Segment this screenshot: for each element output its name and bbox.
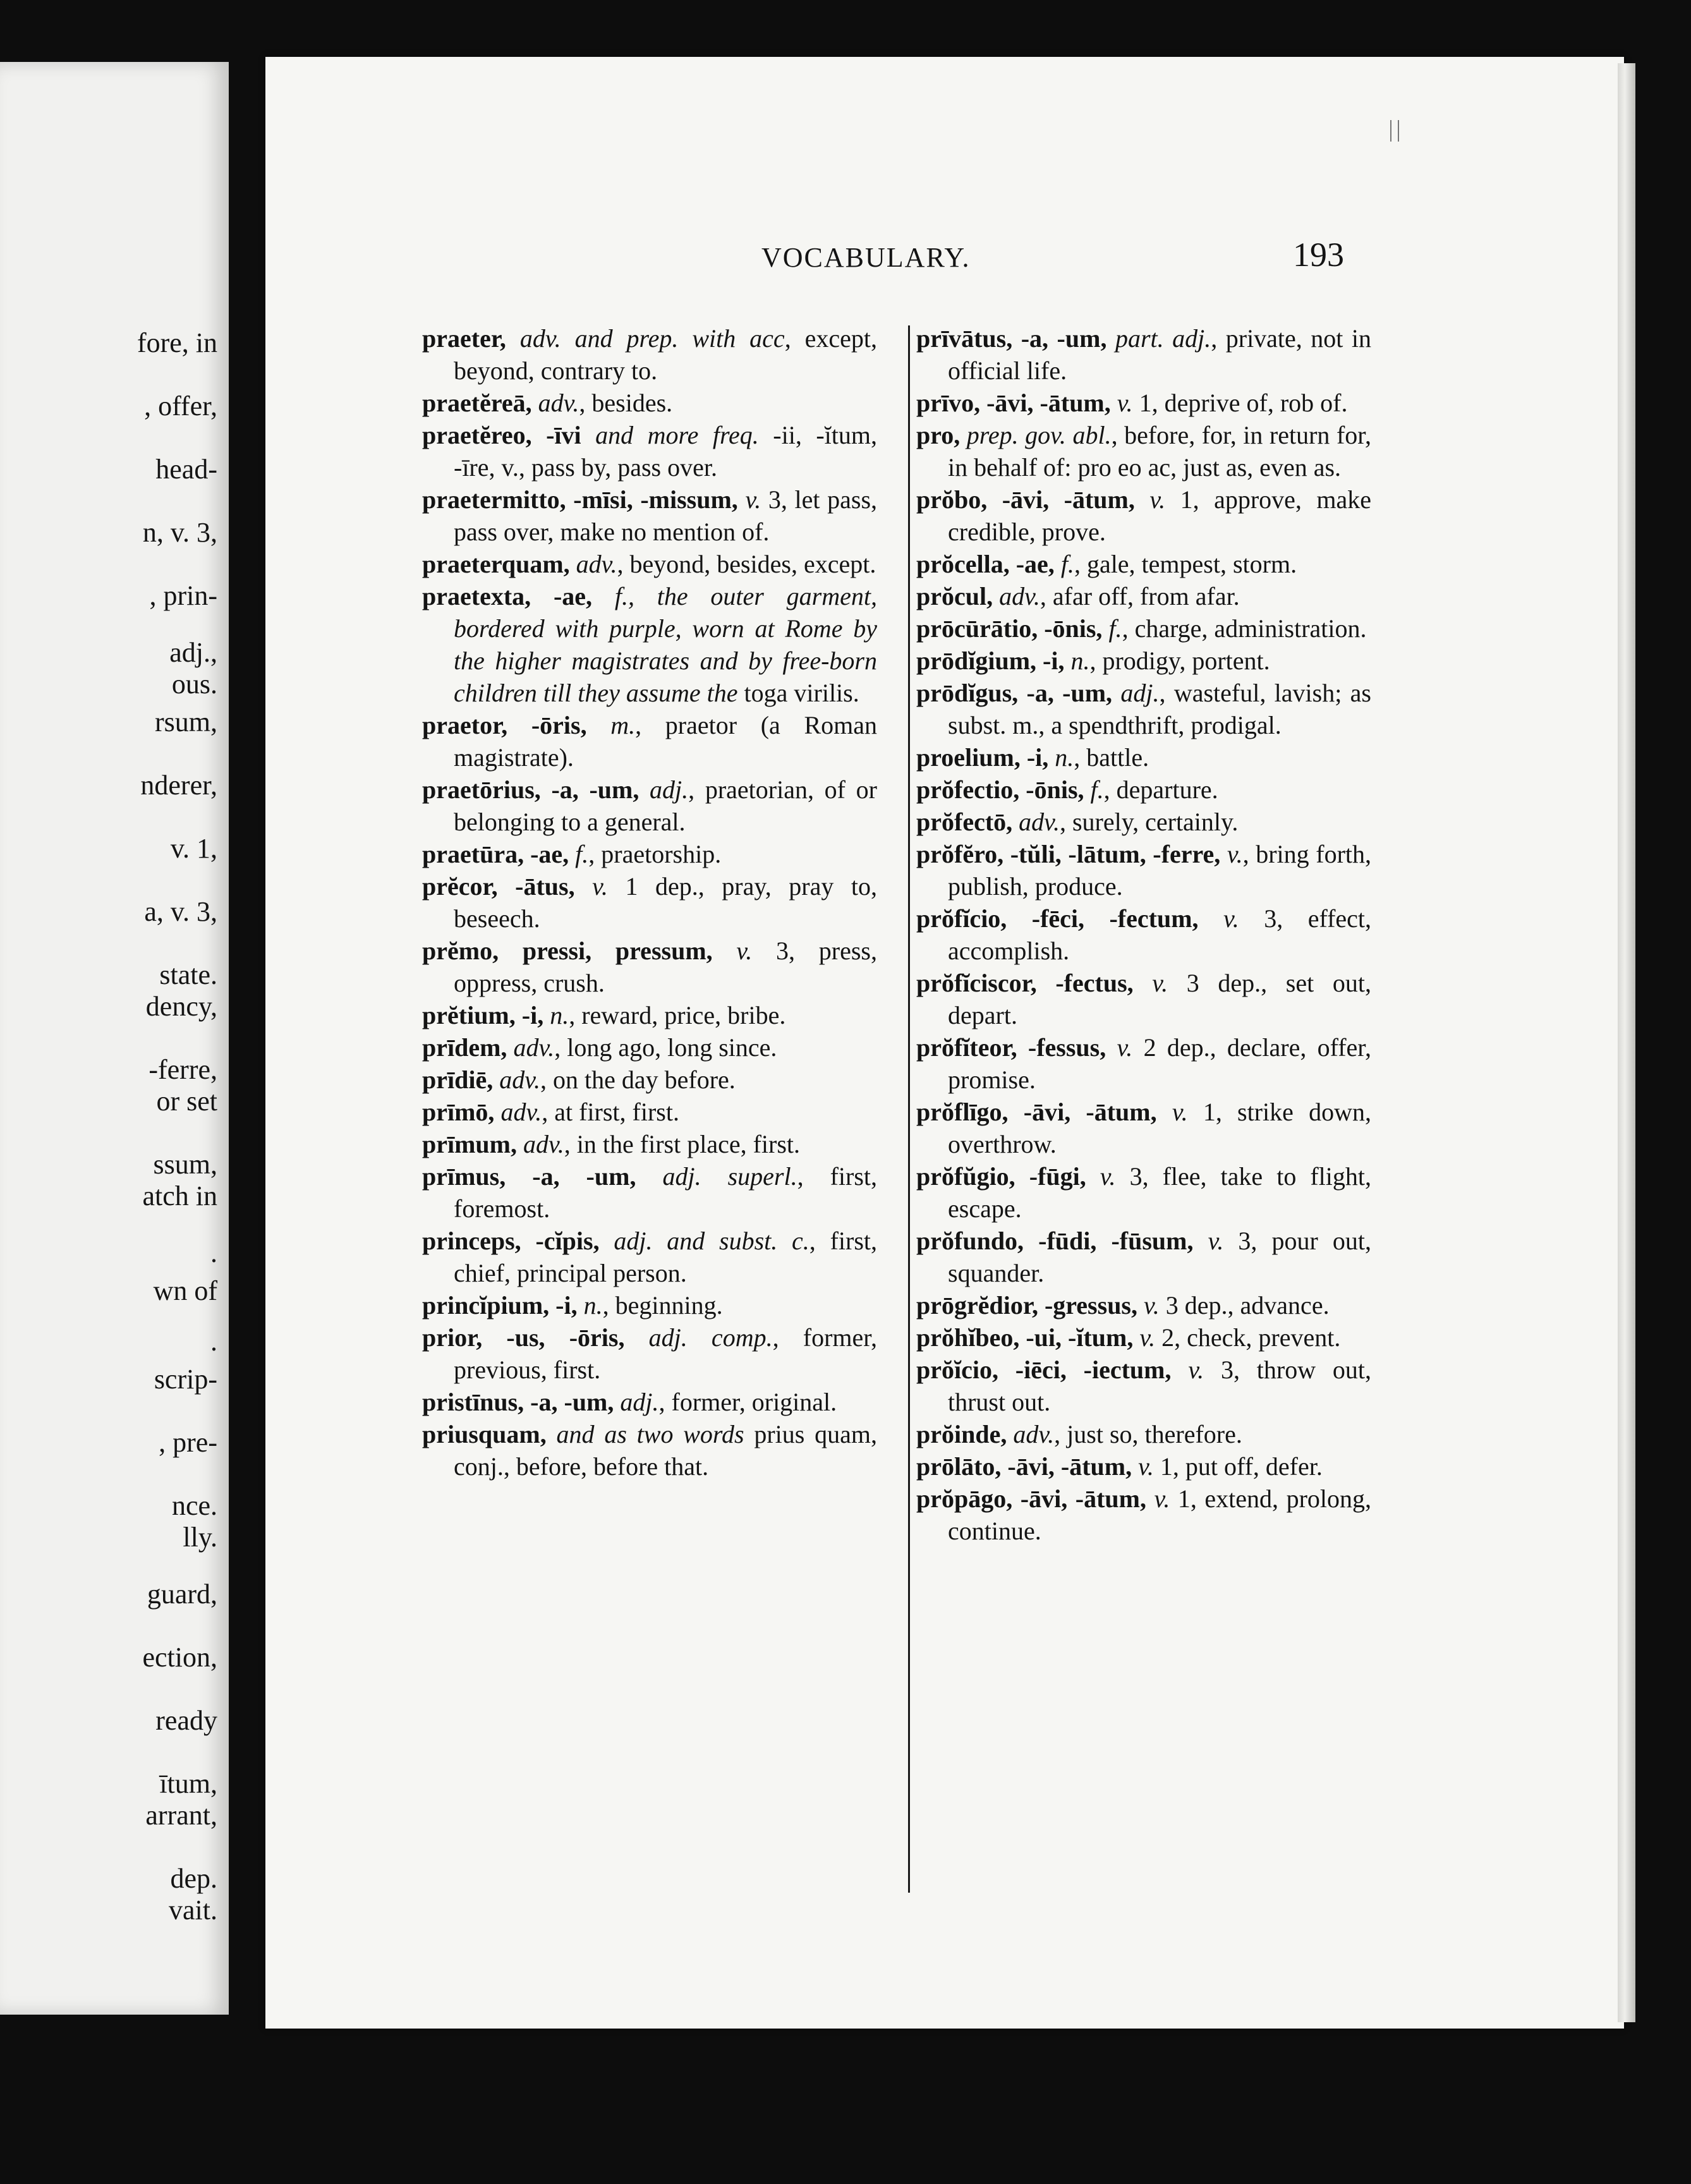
grammar-label: adj. comp. (648, 1323, 773, 1352)
headword: prŏfŭgio, -fūgi, (916, 1162, 1086, 1191)
definition: , except, beyond, contrary to. (454, 324, 878, 385)
vocabulary-entry (916, 645, 1371, 677)
vocabulary-entry (422, 1418, 877, 1483)
definition: , battle. (1074, 743, 1149, 772)
grammar-label: n. (1055, 743, 1074, 772)
vocabulary-entry (422, 709, 877, 774)
vocabulary-entry (422, 1386, 877, 1418)
grammar-label: adv. (499, 1065, 541, 1094)
headword: prĕmo, pressi, pressum, (422, 937, 713, 965)
vocabulary-entry (422, 419, 877, 483)
grammar-label: and as two words (556, 1420, 744, 1448)
grammar-label: n. (583, 1291, 603, 1320)
vocabulary-entry (422, 774, 877, 838)
grammar-label: adj. (1120, 679, 1160, 707)
definition: 3 dep., advance. (1159, 1291, 1330, 1320)
definition: , wasteful, lavish; as subst. m., a spendthrift, prodigal. (948, 679, 1371, 739)
facing-page-text: nderer, (140, 770, 217, 801)
grammar-label: v. (736, 937, 753, 965)
facing-page-text: -ferre, (148, 1054, 217, 1085)
definition: , beginning. (602, 1291, 723, 1320)
definition: 3 dep., set out, depart. (948, 969, 1371, 1029)
book-gutter (229, 38, 267, 2060)
headword: praetexta, -ae, (422, 582, 593, 610)
facing-page-fragment (0, 62, 229, 2015)
definition: 3, effect, accomplish. (948, 904, 1372, 965)
headword: praeter, (422, 324, 506, 353)
grammar-label: adv. (513, 1033, 555, 1062)
headword: prŏcella, -ae, (916, 550, 1055, 578)
headword: prīmum, (422, 1130, 517, 1158)
facing-page-text: head- (155, 454, 217, 485)
facing-page-text: dep. (170, 1863, 217, 1894)
headword: prīdem, (422, 1033, 507, 1062)
grammar-label: n. (550, 1001, 569, 1029)
facing-page-text: nce. (171, 1490, 217, 1521)
headword: praeterquam, (422, 550, 570, 578)
grammar-label: adv. (523, 1130, 564, 1158)
grammar-label: adv. (1019, 808, 1060, 836)
vocabulary-entry (422, 548, 877, 580)
vocabulary-entry (916, 1483, 1371, 1547)
grammar-label: and more freq. (595, 421, 759, 449)
definition: prius quam, conj., before, before that. (454, 1420, 877, 1481)
headword: priusquam, (422, 1420, 547, 1448)
definition: , prodigy, portent. (1089, 646, 1270, 675)
vocabulary-entry (916, 548, 1371, 580)
grammar-label: adj. (620, 1388, 659, 1416)
grammar-label: v. (1149, 485, 1166, 514)
running-head: VOCABULARY. (761, 242, 971, 273)
facing-page-text: adj., (169, 637, 217, 668)
headword: prōlāto, -āvi, -ātum, (916, 1452, 1132, 1481)
facing-page-text: vait. (169, 1895, 217, 1926)
facing-page-text: ection, (142, 1642, 217, 1673)
definition: , praetor (a Roman magistrate). (454, 711, 878, 772)
grammar-label: adv. (538, 389, 579, 417)
definition: , former, original. (658, 1388, 837, 1416)
vocabulary-entry (916, 1321, 1371, 1354)
vocabulary-entry (422, 870, 877, 935)
definition: 1, extend, prolong, continue. (948, 1484, 1372, 1545)
definition: , bring forth, publish, produce. (948, 840, 1372, 901)
vocabulary-entry (916, 774, 1371, 806)
headword: prōdĭgus, -a, -um, (916, 679, 1113, 707)
definition: , praetorship. (588, 840, 722, 868)
headword: proelium, -i, (916, 743, 1049, 772)
definition: , afar off, from afar. (1039, 582, 1240, 610)
definition: 2 dep., declare, offer, promise. (948, 1033, 1372, 1094)
facing-page-text: , pre- (159, 1427, 217, 1458)
grammar-label: n. (1070, 646, 1090, 675)
vocabulary-entry (916, 322, 1371, 387)
facing-page-text: a, v. 3, (144, 896, 217, 927)
facing-page-text: v. 1, (170, 833, 217, 864)
facing-page-text: atch in (142, 1180, 217, 1211)
page-edge (1618, 63, 1635, 2022)
grammar-label: v. (1117, 389, 1133, 417)
headword: prīmus, -a, -um, (422, 1162, 636, 1191)
definition: 1, put off, defer. (1153, 1452, 1323, 1481)
vocabulary-entry (916, 1354, 1371, 1418)
grammar-label: v. (1117, 1033, 1133, 1062)
facing-page-text: ītum, (159, 1768, 217, 1799)
grammar-label: adj. superl. (662, 1162, 797, 1191)
grammar-label: v. (1138, 1452, 1154, 1481)
vocabulary-entry (916, 612, 1371, 645)
grammar-label: v. (1152, 969, 1168, 997)
grammar-label: f., the outer garment, bordered with purple, worn at Rome by the higher magistrates and by free-born children till they assume the (454, 582, 877, 707)
facing-page-text: ready (155, 1705, 217, 1736)
grammar-label: v. (1172, 1098, 1188, 1126)
grammar-label: v. (1100, 1162, 1116, 1191)
vocabulary-entry (422, 387, 877, 419)
headword: prōgrĕdior, -gressus, (916, 1291, 1137, 1320)
grammar-label: prep. gov. abl. (966, 421, 1112, 449)
definition: 3, throw out, thrust out. (948, 1356, 1372, 1416)
headword: prior, -us, -ōris, (422, 1323, 625, 1352)
definition: 3, press, oppress, crush. (454, 937, 877, 997)
vocabulary-entry (916, 677, 1371, 741)
facing-page-text: wn of (153, 1275, 217, 1306)
definition: 1, approve, make credible, prove. (948, 485, 1372, 546)
headword: praetĕreā, (422, 389, 532, 417)
headword: prŏfĕro, -tŭli, -lātum, -ferre, (916, 840, 1221, 868)
definition: 1, deprive of, rob of. (1132, 389, 1348, 417)
definition: , besides. (579, 389, 673, 417)
vocabulary-entry (916, 1450, 1371, 1483)
headword: prŏfundo, -fūdi, -fūsum, (916, 1227, 1194, 1255)
facing-page-text: , offer, (144, 391, 217, 422)
headword: prōdĭgium, -i, (916, 646, 1065, 675)
headword: prīvātus, -a, -um, (916, 324, 1107, 353)
grammar-label: adv. (500, 1098, 542, 1126)
headword: prīmō, (422, 1098, 495, 1126)
facing-page-text: guard, (147, 1579, 217, 1610)
definition: 3, pour out, squander. (948, 1227, 1372, 1287)
grammar-label: v. (1227, 840, 1243, 868)
vocabulary-entry (422, 1289, 877, 1321)
scan-mark (1390, 120, 1399, 142)
facing-page-text: , prin- (149, 580, 217, 611)
headword: prĕtium, -i, (422, 1001, 544, 1029)
definition: 1, strike down, overthrow. (948, 1098, 1372, 1158)
grammar-label: v. (1154, 1484, 1170, 1513)
vocabulary-entry (916, 483, 1371, 548)
definition: , reward, price, bribe. (569, 1001, 786, 1029)
grammar-label: f. (1060, 550, 1074, 578)
headword: prŏĭcio, -iēci, -iectum, (916, 1356, 1172, 1384)
vocabulary-entry (422, 1128, 877, 1160)
headword: prŏhĭbeo, -ui, -ĭtum, (916, 1323, 1134, 1352)
definition: , gale, tempest, storm. (1074, 550, 1297, 578)
grammar-label: adv. (576, 550, 617, 578)
vocabulary-entry (422, 1031, 877, 1064)
definition: toga virilis. (737, 679, 859, 707)
facing-page-text: rsum, (155, 707, 217, 737)
facing-page-text: n, v. 3, (142, 517, 217, 548)
headword: prŏfĭcio, -fēci, -fectum, (916, 904, 1199, 933)
headword: prĕcor, -ātus, (422, 872, 575, 901)
definition: , on the day before. (540, 1065, 736, 1094)
grammar-label: v. (592, 872, 608, 901)
vocabulary-entry (422, 1160, 877, 1225)
definition: , long ago, long since. (554, 1033, 777, 1062)
vocabulary-entry (916, 902, 1371, 967)
vocabulary-column-right (916, 322, 1371, 1547)
definition: 3, flee, take to flight, escape. (948, 1162, 1372, 1223)
headword: princeps, -cĭpis, (422, 1227, 600, 1255)
headword: prŏbo, -āvi, -ātum, (916, 485, 1135, 514)
headword: prŏflīgo, -āvi, -ātum, (916, 1098, 1157, 1126)
vocabulary-entry (916, 741, 1371, 774)
headword: praetūra, -ae, (422, 840, 569, 868)
vocabulary-entry (422, 935, 877, 999)
grammar-label: v. (1188, 1356, 1204, 1384)
vocabulary-entry (916, 1225, 1371, 1289)
vocabulary-entry (916, 1031, 1371, 1096)
headword: prŏfĭteor, -fessus, (916, 1033, 1106, 1062)
definition: , just so, therefore. (1054, 1420, 1242, 1448)
facing-page-text: ous. (171, 669, 217, 700)
definition: -ii, -ĭtum, -īre, v., pass by, pass over. (454, 421, 877, 482)
grammar-label: adv. and prep. with acc (519, 324, 785, 353)
vocabulary-entry (422, 1096, 877, 1128)
grammar-label: part. adj. (1115, 324, 1211, 353)
grammar-label: adj. (650, 775, 689, 804)
definition: , charge, administration. (1122, 614, 1367, 643)
headword: praetĕreo, -īvi (422, 421, 581, 449)
vocabulary-entry (916, 419, 1371, 483)
headword: pristīnus, -a, -um, (422, 1388, 614, 1416)
grammar-label: adj. and subst. c. (614, 1227, 809, 1255)
definition: , in the first place, first. (564, 1130, 801, 1158)
facing-page-text: . (210, 1237, 217, 1268)
definition: , departure. (1103, 775, 1218, 804)
headword: prŏcul, (916, 582, 993, 610)
vocabulary-entry (422, 999, 877, 1031)
facing-page-text: dency, (145, 991, 217, 1022)
definition: , first, chief, principal person. (454, 1227, 878, 1287)
vocabulary-entry (916, 967, 1371, 1031)
vocabulary-entry (916, 806, 1371, 838)
headword: praetermitto, -mīsi, -missum, (422, 485, 738, 514)
vocabulary-entry (916, 1160, 1371, 1225)
headword: princĭpium, -i, (422, 1291, 578, 1320)
facing-page-text: ssum, (153, 1149, 217, 1180)
vocabulary-entry (916, 387, 1371, 419)
headword: pro, (916, 421, 961, 449)
definition: , first, foremost. (454, 1162, 878, 1223)
headword: praetor, -ōris, (422, 711, 587, 739)
headword: prŏpāgo, -āvi, -ātum, (916, 1484, 1146, 1513)
vocabulary-entry (422, 322, 877, 387)
vocabulary-entry (422, 1321, 877, 1386)
facing-page-text: . (210, 1326, 217, 1357)
column-rule (908, 325, 910, 1893)
grammar-label: v. (1223, 904, 1239, 933)
vocabulary-entry (422, 483, 877, 548)
grammar-label: adv. (1013, 1420, 1055, 1448)
grammar-label: v. (745, 485, 761, 514)
definition: 2, check, prevent. (1155, 1323, 1341, 1352)
definition: , before, for, in return for, in behalf of: pro eo ac, just as, even as. (948, 421, 1371, 482)
vocabulary-entry (916, 1096, 1371, 1160)
grammar-label: f. (1090, 775, 1104, 804)
vocabulary-entry (422, 838, 877, 870)
grammar-label: v. (1139, 1323, 1156, 1352)
facing-page-text: arrant, (145, 1800, 217, 1831)
vocabulary-entry (422, 1225, 877, 1289)
definition: 1 dep., pray, pray to, beseech. (454, 872, 878, 933)
page-number: 193 (1293, 236, 1344, 274)
facing-page-text: state. (159, 959, 217, 990)
headword: prōcūrātio, -ōnis, (916, 614, 1103, 643)
headword: prŏfectō, (916, 808, 1013, 836)
vocabulary-entry (422, 580, 877, 709)
vocabulary-column-left (422, 322, 877, 1483)
grammar-label: f. (1108, 614, 1122, 643)
grammar-label: adv. (999, 582, 1040, 610)
headword: praetōrius, -a, -um, (422, 775, 639, 804)
headword: prīdiē, (422, 1065, 494, 1094)
grammar-label: m. (610, 711, 636, 739)
definition: 3, let pass, pass over, make no mention of. (454, 485, 878, 546)
vocabulary-entry (422, 1064, 877, 1096)
vocabulary-entry (916, 838, 1371, 902)
grammar-label: v. (1208, 1227, 1224, 1255)
facing-page-text: fore, in (136, 327, 217, 358)
vocabulary-entry (916, 1418, 1371, 1450)
definition: , surely, certainly. (1059, 808, 1239, 836)
vocabulary-entry (916, 1289, 1371, 1321)
definition: , private, not in official life. (948, 324, 1372, 385)
definition: , beyond, besides, except. (617, 550, 876, 578)
vocabulary-entry (916, 580, 1371, 612)
grammar-label: v. (1144, 1291, 1160, 1320)
definition: , former, previous, first. (454, 1323, 877, 1384)
headword: prŏfĭciscor, -fectus, (916, 969, 1134, 997)
headword: prŏfectio, -ōnis, (916, 775, 1084, 804)
definition: , praetorian, of or belonging to a general. (454, 775, 877, 836)
headword: prīvo, -āvi, -ātum, (916, 389, 1111, 417)
grammar-label: f. (575, 840, 589, 868)
definition: , at first, first. (542, 1098, 679, 1126)
headword: prŏinde, (916, 1420, 1007, 1448)
facing-page-text: or set (156, 1086, 217, 1117)
facing-page-text: lly. (183, 1522, 217, 1553)
facing-page-text: scrip- (154, 1364, 217, 1395)
